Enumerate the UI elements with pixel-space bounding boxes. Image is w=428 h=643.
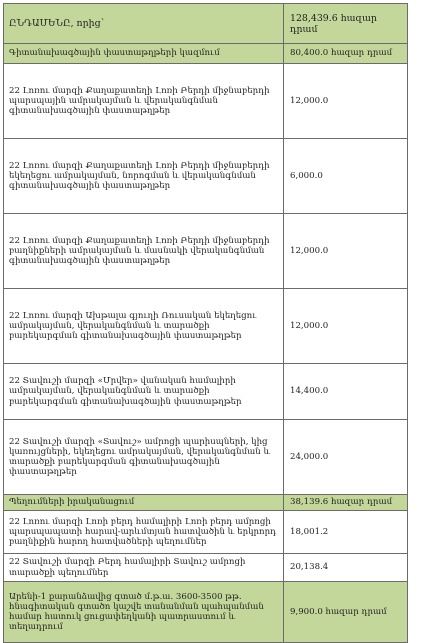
row-description: 22 Լոռու մարզի Քաղաքատեղի Լոռի Բերդի միջնաբերդի պարսպային ամրակայման և վերականգնման գիտանախագծային փաստաթղթեր (4, 64, 284, 139)
row-amount: 18,001.2 (284, 511, 408, 554)
total-label: ԸՆԴԱՄԵՆԸ, որից` (4, 4, 284, 44)
row-amount: 12,000.0 (284, 214, 408, 289)
row-amount: 14,400.0 (284, 364, 408, 420)
row-description: 22 Լոռու մարզի Քաղաքատեղի Լոռի Բերդի միջնաբերդի բաղնիքների ամրակայման և մասնակի վերականգնման գիտանախագծային փաստաթղթեր (4, 214, 284, 289)
table-row (4, 511, 408, 554)
budget-table (3, 3, 408, 643)
row-amount: 24,000.0 (284, 420, 408, 495)
table-row-section (4, 44, 408, 64)
table-row (4, 64, 408, 139)
row-description: 22 Տավուշի մարզի «Տավուշ» ամրոցի պարիսպների, կից կառույցների, եկեղեցու ամրակայման, վերականգնման և տարածքի բարեկարգման գիտանախագծային փաստաթղթեր (4, 420, 284, 495)
section-amount: 80,400.0 հազար դրամ (284, 44, 408, 64)
table-row-section (4, 582, 408, 643)
section-amount: 38,139.6 հազար դրամ (284, 495, 408, 511)
row-description: 22 Լոռու մարզի Լոռի բերդ համալիրի Լոռի բերդ ամրոցի պարսպապատի հարավ-արևմտյան հատվածին և երկրորդ բաղնիքին հարող հատվածների պեղումներ (4, 511, 284, 554)
table-row (4, 364, 408, 420)
section-label: Պեղումների իրականացում (4, 495, 284, 511)
table-row (4, 554, 408, 582)
row-description: 22 Լոռու մարզի Ախթալա գյուղի Ռուսական եկեղեցու ամրակայման, վերականգնման և տարածքի բարեկարգման գիտանախագծային փաստաթղթեր (4, 289, 284, 364)
row-description: 22 Տավուշի մարզի «Մրվեր» վանական համալիրի ամրակայման, վերականգնման և տարածքի բարեկարգման գիտանախագծային փաստաթղթեր (4, 364, 284, 420)
table-row (4, 214, 408, 289)
table-row (4, 420, 408, 495)
section-amount: 9,900.0 հազար դրամ (284, 582, 408, 643)
row-amount: 20,138.4 (284, 554, 408, 582)
row-description: 22 Լոռու մարզի Քաղաքատեղի Լոռի Բերդի միջնաբերդի եկեղեցու ամրակայման, նորոգման և վերականգնման գիտանախագծային փաստաթղթեր (4, 139, 284, 214)
row-description: 22 Տավուշի մարզի Բերդ համալիրի Տավուշ ամրոցի տարածքի պեղումներ (4, 554, 284, 582)
row-amount: 12,000.0 (284, 289, 408, 364)
table-row (4, 289, 408, 364)
section-label: Գիտանախագծային փաստաթղթերի կազմում (4, 44, 284, 64)
table-row (4, 139, 408, 214)
section-label: Արենի-1 քարանձավից գտած մ.թ.ա. 3600-3500 թթ. հնագիտական գտածո կաշվե տանանման պահպանման համար հատուկ ցուցափեղկանի պատրաստում և տեղադրում (4, 582, 284, 643)
table-row-section (4, 495, 408, 511)
row-amount: 6,000.0 (284, 139, 408, 214)
total-amount: 128,439.6 հազար դրամ (284, 4, 408, 44)
table-row-total (4, 4, 408, 44)
row-amount: 12,000.0 (284, 64, 408, 139)
